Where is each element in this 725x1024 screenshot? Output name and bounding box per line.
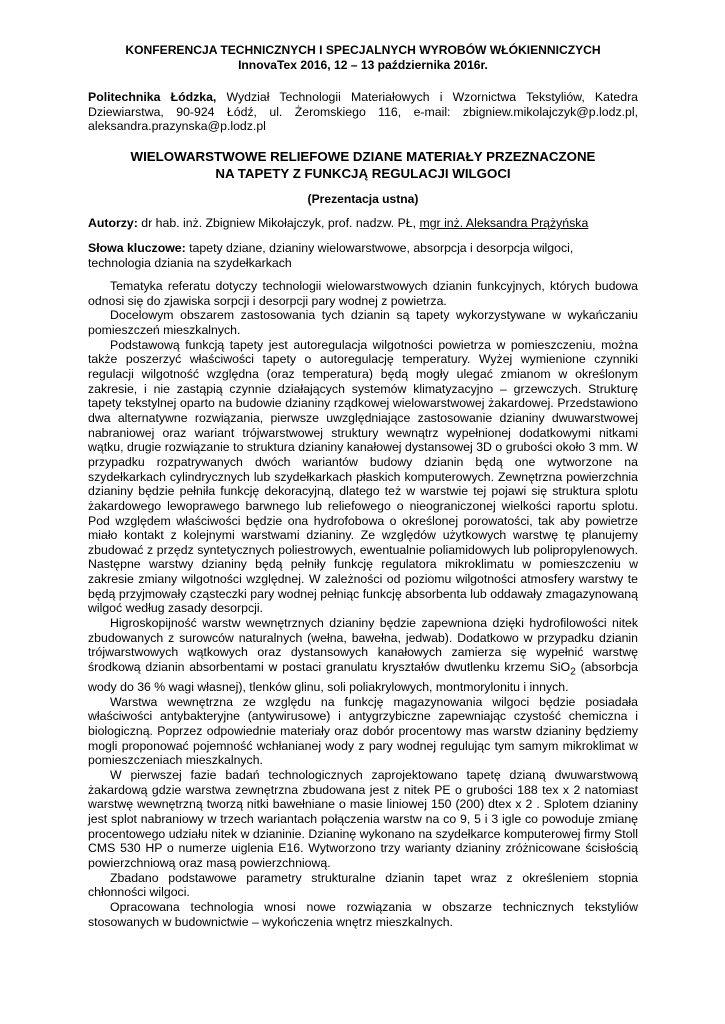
keywords-label: Słowa kluczowe:	[88, 241, 186, 255]
paragraph-part: (absorbcja wody do 36 % wagi własnej), tlenków glinu, soli poliakrylowych, montmorylonitu i innych.	[88, 660, 638, 695]
subscript: 2	[570, 666, 576, 678]
paragraph-part: Higroskopijność warstw wewnętrznych dzianiny będzie zapewniona dzięki hydrofilowości nitek zbudowanych z surowców naturalnych (wełna, bawełna, jedwab). Dodatkowo w przypadku dzianin trójwarstwowych wątkowych oraz dystansowych kanałowych zamierza się wypełnić warstwę środkową dzianin absorbentami w postaci granulatu kryształów dwutlenku krzemu SiO	[88, 616, 638, 675]
paragraph: Warstwa wewnętrzna ze względu na funkcję magazynowania wilgoci będzie posiadała właściwości antybakteryjne (antywirusowe) i antygrzybiczne zapewniając czystość chemiczna i biologiczną. Poprzez odpowiednie materiały oraz dobór procentowy mas warstw dzianiny będziemy mogli proponować pojemność wchłanianej wody z pary wodnej regulując tym samym mikroklimat w pomieszczeniach mieszkalnych.	[88, 694, 638, 768]
paragraph: Opracowana technologia wnosi nowe rozwiązania w obszarze technicznych tekstyliów stosowanych w budownictwie – wykończenia wnętrz mieszkalnych.	[88, 900, 638, 929]
paragraph: Tematyka referatu dotyczy technologii wielowarstwowych dzianin funkcyjnych, których budowa odnosi się do zjawiska sorpcji i desorpcji pary wodnej z powietrza.	[88, 279, 638, 308]
paragraph: Zbadano podstawowe parametry strukturalne dzianin tapet wraz z określeniem stopnia chłonności wilgoci.	[88, 870, 638, 900]
paragraph: Podstawową funkcją tapety jest autoregulacja wilgotności powietrza w pomieszczeniu, można także poszerzyć właściwości tapety o autoregulację temperatury. Wyżej wymienione czynniki regulacji wilgotność względna (oraz temperatura) będą mogły ulegać zmianom w określonym zakresie, i nie zastąpią czynnie działających systemów klimatyzacyjno – grzewczych. Strukturę tapety tekstylnej oparto na budowie dzianiny rządkowej wielowarstwowej żakardowej. Przedstawiono dwa alternatywne rozwiązania, pierwsze uwzględniające zastosowanie dzianiny dwuwarstwowej nabraniowej oraz wariant trójwarstwowej struktury wewnątrz wypełnionej dodatkowymi nitkami wątku, drugie rozwiązanie to struktura dzianiny kanałowej dystansowej 3D o grubości około 3 mm. W przypadku rozpatrywanych dwóch wariantów budowy dzianin będą one wytworzone na szydełkarkach cylindrycznych lub szydełkarkach płaskich komputerowych. Zewnętrzna powierzchnia dzianiny będzie pełniła funkcję dekoracyjną, dlatego też w warstwie tej pojawi się struktura splotu żakardowego lewoprawego barwnego lub reliefowego o nieograniczonej wielkości raportu splotu. Pod względem właściwości będzie ona hydrofobowa o określonej porowatości, tak aby powietrze miało kontakt z kolejnymi warstwami dzianiny. Ze względów użytkowych warstwę tę planujemy zbudować z przędz syntetycznych poliestrowych, ewentualnie poliamidowych lub polipropylenowych. Następne warstwy dzianiny będą pełniły funkcję regulatora mikroklimatu w pomieszczeniu w zakresie zmiany wilgotności względnej. W zależności od poziomu wilgotności atmosfery warstwy te będą przyjmowały cząsteczki pary wodnej pełniąc funkcję absorbenta lub oddawały zmagazynowaną wilgoć według zasady desorpcji.	[88, 337, 638, 616]
affiliation	[88, 90, 638, 134]
paragraph: Docelowym obszarem zastosowania tych dzianin są tapety wykorzystywane w wykańczaniu pomieszczeń mieszkalnych.	[88, 308, 638, 337]
title-line-1: WIELOWARSTWOWE RELIEFOWE DZIANE MATERIAŁY PRZEZNACZONE	[130, 149, 596, 164]
paragraph: W pierwszej fazie badań technologicznych zaprojektowano tapetę dzianą dwuwarstwową żakardową gdzie warstwa zewnętrzna zbudowana jest z nitek PE o grubości 188 tex x 2 natomiast warstwę wewnętrzną tworzą nitki bawełniane o masie liniowej 150 (200) dtex x 2 . Splotem dzianiny jest splot nabraniowy w trzech wariantach połączenia warstw na co 9, 5 i 3 igle co powoduje zmianę procentowego udziału nitek w dzianinie. Dzianinę wykonano na szydełkarce komputerowej firmy Stoll CMS 530 HP o numerze uiglenia E16. Wytworzono trzy warianty dzianiny zróżnicowane ścisłością powierzchniową oraz masą powierzchniową.	[88, 768, 638, 871]
keywords	[88, 241, 638, 270]
authors	[88, 216, 648, 231]
author-first: dr hab. inż. Zbigniew Mikołajczyk, prof. nadzw. PŁ,	[137, 216, 420, 230]
authors-label: Autorzy:	[88, 216, 138, 230]
abstract-body	[88, 279, 638, 929]
conference-event: InnovaTex 2016, 12 – 13 października 2016r.	[238, 57, 488, 72]
presentation-type: (Prezentacja ustna)	[307, 192, 419, 206]
paragraph	[88, 616, 638, 695]
affiliation-details: Wydział Technologii Materiałowych i Wzornictwa Tekstyliów, Katedra Dziewiarstwa, 90-924 Łódź, ul. Żeromskiego 116, e-mail: zbigniew.mikolajczyk@p.lodz.pl, aleksandra.prazynska@p.lodz.pl	[88, 90, 639, 133]
title-line-2: NA TAPETY Z FUNKCJĄ REGULACJI WILGOCI	[215, 166, 511, 181]
paper-title	[88, 148, 638, 182]
institution-name: Politechnika Łódzka,	[88, 90, 217, 104]
keywords-text: tapety dziane, dzianiny wielowarstwowe, absorpcja i desorpcja wilgoci, technologia dziania na szydełkarkach	[88, 241, 574, 270]
conference-name: KONFERENCJA TECHNICZNYCH I SPECJALNYCH WYROBÓW WŁÓKIENNICZYCH	[125, 43, 601, 57]
author-second: mgr inż. Aleksandra Prążyńska	[419, 216, 589, 230]
conference-header	[88, 43, 638, 72]
